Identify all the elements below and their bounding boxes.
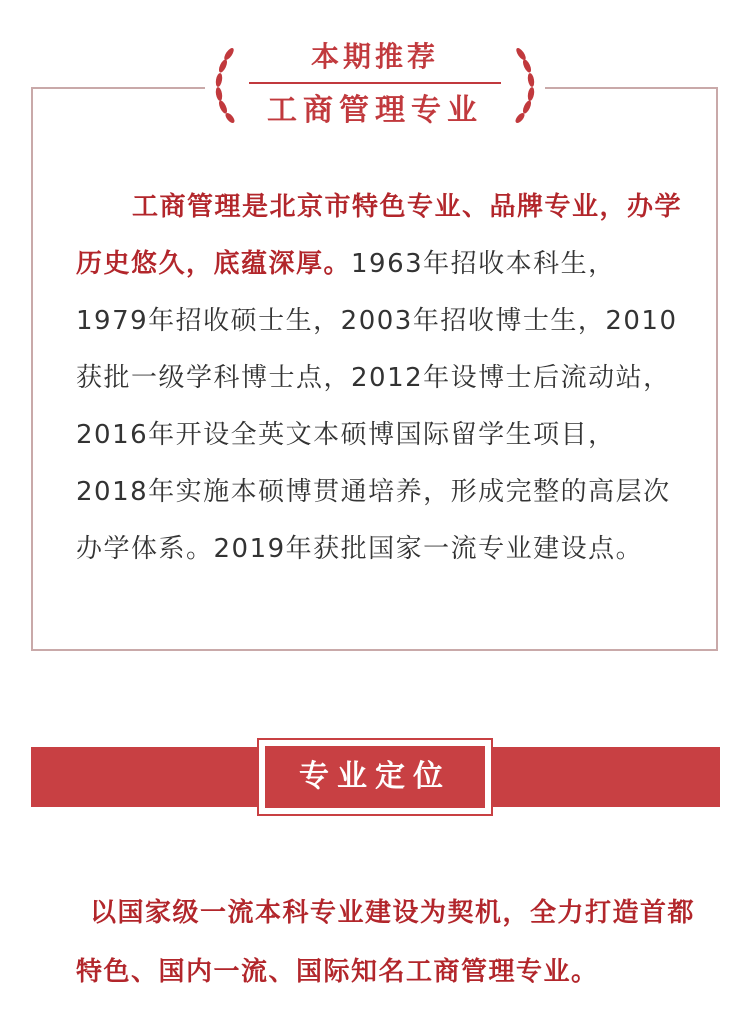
laurel-right-icon [513, 46, 539, 124]
section-title: 专业定位 [265, 746, 485, 808]
section-title-box [257, 738, 493, 816]
positioning-paragraph [76, 884, 722, 1002]
positioning-text: 以国家级一流本科专业建设为契机，全力打造首都特色、国内一流、国际知名工商管理专业。 [76, 898, 696, 987]
recommend-paragraph [76, 179, 686, 578]
recommend-card [31, 87, 718, 651]
badge-header-bottom: 工商管理专业 [267, 93, 483, 128]
recommend-highlight: 工商管理是北京市特色专业、品牌专业，办学历史悠久，底蕴深厚。 [76, 192, 683, 279]
recommend-body: 1963年招收本科生，1979年招收硕士生，2003年招收博士生，2010获批一级学科博士点，2012年设博士后流动站，2016年开设全英文本硕博国际留学生项目，2018年实施本硕博贯通培养，形成完整的高层次办学体系。2019年获批国家一流专业建设点。 [76, 249, 678, 564]
badge-header-top: 本期推荐 [310, 40, 439, 73]
badge-divider [249, 82, 501, 84]
recommend-badge [205, 38, 545, 134]
